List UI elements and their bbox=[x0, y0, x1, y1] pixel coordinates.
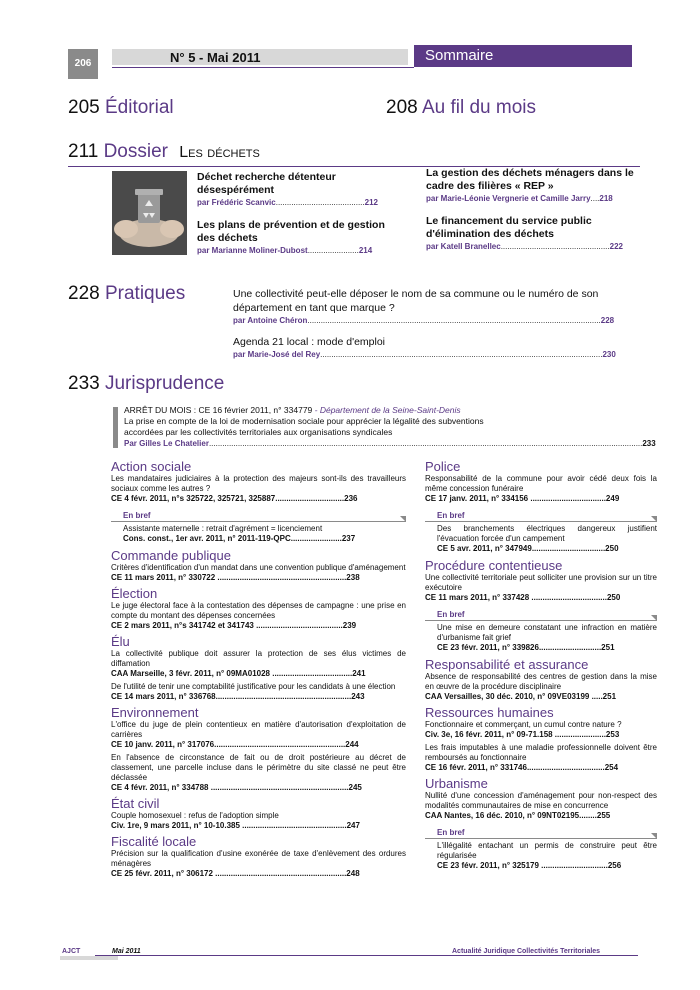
footer-rule bbox=[95, 955, 638, 956]
section-name: Dossier bbox=[103, 141, 168, 162]
en-bref-block[interactable] bbox=[425, 507, 657, 557]
section-number: 233 bbox=[68, 373, 100, 394]
decision-item[interactable] bbox=[425, 720, 657, 740]
decision-item[interactable] bbox=[425, 743, 657, 773]
decision-reference: CE 4 févr. 2011, n°s 325722, 325721, 325887...............................236 bbox=[111, 494, 358, 503]
article-item[interactable] bbox=[426, 167, 658, 204]
category-heading: Ressources humaines bbox=[425, 705, 554, 720]
decision-reference: CE 11 mars 2011, n° 330722 ..........................................................238 bbox=[111, 573, 360, 582]
decision-reference: CE 16 févr. 2011, n° 331746...................................254 bbox=[425, 763, 619, 772]
article-title: Le financement du service public d'élimination des déchets bbox=[426, 215, 592, 240]
en-bref-block[interactable] bbox=[425, 606, 657, 656]
category-heading: Police bbox=[425, 459, 461, 474]
decision-summary: En l'absence de circonstance de fait ou de droit postérieure au décret de classement, une parcelle incluse dans le périmètre du site classé ne peut être déclassée bbox=[111, 753, 406, 782]
decision-reference: Civ. 1re, 9 mars 2011, n° 10-10.385 ...............................................247 bbox=[111, 821, 360, 830]
decision-summary: La collectivité publique doit assurer la protection de ses élus victimes de diffamation bbox=[111, 649, 406, 668]
decision-summary: Absence de responsabilité des centres de gestion dans la mise en œuvre de la procédure disciplinaire bbox=[425, 672, 657, 691]
category-heading: Responsabilité et assurance bbox=[425, 657, 589, 672]
en-bref-rule bbox=[425, 838, 657, 839]
en-bref-label: En bref bbox=[437, 828, 465, 837]
decision-reference: CE 17 janv. 2011, n° 334156 ..................................249 bbox=[425, 494, 620, 503]
right-column bbox=[425, 458, 657, 874]
decision-item[interactable] bbox=[111, 601, 406, 631]
decision-summary: Nullité d'une concession d'aménagement pour non-respect des modalités communautaires de mise en concurrence bbox=[425, 791, 657, 810]
section-editorial[interactable] bbox=[68, 97, 174, 119]
section-name: Pratiques bbox=[104, 283, 186, 304]
article-item[interactable] bbox=[197, 219, 402, 256]
decision-summary: Assistante maternelle : retrait d'agrément = licenciement bbox=[123, 524, 323, 533]
decision-summary: Le juge électoral face à la contestation des dépenses de campagne : une prise en compte du montant des dépenses concernées bbox=[111, 601, 406, 620]
decision-summary: L'office du juge de plein contentieux en matière d'autorisation d'exploitation de carrières bbox=[111, 720, 406, 739]
en-bref-label: En bref bbox=[437, 610, 465, 619]
decision-item[interactable] bbox=[111, 649, 406, 679]
decision-reference: CE 23 févr. 2011, n° 339826............................251 bbox=[437, 643, 615, 652]
section-title: Sommaire bbox=[425, 47, 494, 64]
decision-item[interactable] bbox=[111, 811, 406, 831]
section-dossier[interactable] bbox=[68, 141, 260, 164]
section-number: 211 bbox=[68, 141, 99, 162]
footer-brand: AJCT bbox=[62, 948, 81, 955]
decision-reference: CE 25 févr. 2011, n° 306172 ...........................................................248 bbox=[111, 869, 360, 878]
section-au-fil[interactable] bbox=[386, 97, 536, 119]
article-author: par Marie-Léonie Vergnerie et Camille Jarry....218 bbox=[426, 194, 613, 203]
article-item[interactable] bbox=[426, 215, 658, 252]
decision-summary: Les mandataires judiciaires à la protection des majeurs sont-ils des travailleurs sociaux comme les autres ? bbox=[111, 474, 406, 493]
decision-summary: De l'utilité de tenir une comptabilité justificative pour les candidats à une élection bbox=[111, 682, 396, 691]
article-item[interactable] bbox=[197, 171, 402, 208]
article-author: par Frédéric Scanvic........................................212 bbox=[197, 198, 378, 207]
arret-head: ARRÊT DU MOIS : CE 16 février 2011, n° 334779 - Département de la Seine-Saint-Denis bbox=[124, 405, 461, 415]
section-number: 208 bbox=[386, 97, 418, 118]
section-name: Éditorial bbox=[104, 97, 174, 118]
decision-item[interactable] bbox=[111, 849, 406, 879]
en-bref-block[interactable] bbox=[425, 824, 657, 874]
en-bref-rule bbox=[425, 620, 657, 621]
decision-summary: Responsabilité de la commune pour avoir cédé deux fois la même concession funéraire bbox=[425, 474, 657, 493]
category-heading: Environnement bbox=[111, 705, 199, 720]
arret-author: Par Gilles Le Chatelier...................................................................................................................................................................................................233 bbox=[124, 439, 656, 448]
decision-item[interactable] bbox=[111, 563, 406, 583]
arret-du-mois[interactable] bbox=[124, 405, 656, 449]
decision-summary: Précision sur la qualification d'usine exonérée de taxe d'enlèvement des ordures ménagères bbox=[111, 849, 406, 868]
decision-summary: Une collectivité territoriale peut solliciter une provision sur un titre exécutoire bbox=[425, 573, 657, 592]
article-title: Une collectivité peut-elle déposer le nom de sa commune ou le numéro de son département en tant que marque ? bbox=[233, 288, 599, 314]
arret-marker bbox=[113, 407, 118, 448]
category-heading: Élection bbox=[111, 586, 158, 601]
section-name: Au fil du mois bbox=[421, 97, 536, 118]
category-heading: État civil bbox=[111, 796, 160, 811]
article-item[interactable] bbox=[233, 335, 658, 360]
en-bref-label: En bref bbox=[437, 511, 465, 520]
dossier-subtitle: Les déchets bbox=[179, 144, 260, 161]
article-author: par Marie-José del Rey...............................................................................................................................230 bbox=[233, 350, 616, 359]
decision-item[interactable] bbox=[111, 753, 406, 793]
footer-journal: Actualité Juridique Collectivités Territoriales bbox=[452, 948, 601, 955]
header-rule bbox=[112, 67, 414, 68]
section-number: 205 bbox=[68, 97, 100, 118]
issue-label: N° 5 - Mai 2011 bbox=[170, 50, 261, 65]
decision-item[interactable] bbox=[111, 682, 406, 702]
decision-reference: CE 2 mars 2011, n°s 341742 et 341743 .......................................239 bbox=[111, 621, 357, 630]
section-jurisprudence[interactable] bbox=[68, 373, 224, 395]
section-name: Jurisprudence bbox=[104, 373, 225, 394]
decision-reference: Civ. 3e, 16 févr. 2011, n° 09-71.158 .......................253 bbox=[425, 730, 620, 739]
decision-summary: Fonctionnaire et commerçant, un cumul contre nature ? bbox=[425, 720, 622, 729]
category-heading: Procédure contentieuse bbox=[425, 558, 563, 573]
decision-item[interactable] bbox=[111, 720, 406, 750]
article-title: Agenda 21 local : mode d'emploi bbox=[233, 336, 386, 348]
article-title: Déchet recherche détenteur désespérément bbox=[197, 171, 336, 196]
article-item[interactable] bbox=[233, 287, 658, 326]
decision-reference: CE 5 avr. 2011, n° 347949.................................250 bbox=[437, 544, 619, 553]
decision-item[interactable] bbox=[425, 791, 657, 821]
article-author: par Katell Branellec.................................................222 bbox=[426, 242, 623, 251]
decision-item[interactable] bbox=[425, 573, 657, 603]
category-heading: Action sociale bbox=[111, 459, 192, 474]
footer-month: Mai 2011 bbox=[112, 948, 141, 955]
decision-summary: L'illégalité entachant un permis de construire peut être régularisée bbox=[437, 841, 657, 860]
decision-summary: Des branchements électriques dangereux justifient l'évacuation forcée d'un campement bbox=[437, 524, 657, 543]
decision-summary: Une mise en demeure constatant une infraction en matière d'urbanisme fait grief bbox=[437, 623, 657, 642]
decision-summary: Couple homosexuel : refus de l'adoption simple bbox=[111, 811, 279, 820]
category-heading: Élu bbox=[111, 634, 130, 649]
decision-summary: Critères d'identification d'un mandat dans une convention publique d'aménagement bbox=[111, 563, 406, 572]
decision-item[interactable] bbox=[111, 474, 406, 504]
category-heading: Fiscalité locale bbox=[111, 834, 197, 849]
en-bref-block[interactable] bbox=[111, 507, 406, 547]
decision-reference: CAA Nantes, 16 déc. 2010, n° 09NT02195........255 bbox=[425, 811, 611, 820]
footer-bar bbox=[60, 956, 118, 960]
arret-text: La prise en compte de la loi de modernisation sociale pour apprécier la légalité des subventions accordées par les collectivités territoriales aux organisations syndicales bbox=[124, 416, 484, 437]
decision-reference: CE 14 mars 2011, n° 336768.............................................................243 bbox=[111, 692, 365, 701]
decision-item[interactable] bbox=[425, 474, 657, 504]
article-title: Les plans de prévention et de gestion des déchets bbox=[197, 219, 385, 244]
section-pratiques[interactable] bbox=[68, 283, 185, 305]
decision-item[interactable] bbox=[425, 672, 657, 702]
en-bref-rule bbox=[425, 521, 657, 522]
category-heading: Commande publique bbox=[111, 548, 231, 563]
article-author: par Antoine Chéron....................................................................................................................................228 bbox=[233, 316, 615, 325]
decision-reference: CAA Marseille, 3 févr. 2011, n° 09MA01028 ....................................241 bbox=[111, 669, 366, 678]
category-heading: Urbanisme bbox=[425, 776, 488, 791]
article-title: La gestion des déchets ménagers dans le cadre des filières « REP » bbox=[426, 167, 634, 192]
decision-summary: Les frais imputables à une maladie professionnelle doivent être remboursés au fonctionnaire bbox=[425, 743, 657, 762]
decision-reference: CE 11 mars 2011, n° 337428 ..................................250 bbox=[425, 593, 621, 602]
en-bref-label: En bref bbox=[123, 511, 151, 520]
decision-reference: CE 23 févr. 2011, n° 325179 ..............................256 bbox=[437, 861, 622, 870]
section-number: 228 bbox=[68, 283, 100, 304]
article-author: par Marianne Moliner-Dubost.......................214 bbox=[197, 246, 373, 255]
recycling-bin-image bbox=[112, 171, 187, 255]
decision-reference: CE 4 févr. 2011, n° 334788 ..............................................................245 bbox=[111, 783, 362, 792]
left-column bbox=[111, 458, 406, 882]
decision-reference: CAA Versailles, 30 déc. 2010, n° 09VE03199 .....251 bbox=[425, 692, 617, 701]
decision-reference: Cons. const., 1er avr. 2011, n° 2011-119-QPC.......................237 bbox=[123, 534, 356, 543]
page-number: 206 bbox=[68, 49, 98, 79]
decision-reference: CE 10 janv. 2011, n° 317076...........................................................244 bbox=[111, 740, 359, 749]
en-bref-rule bbox=[111, 521, 406, 522]
